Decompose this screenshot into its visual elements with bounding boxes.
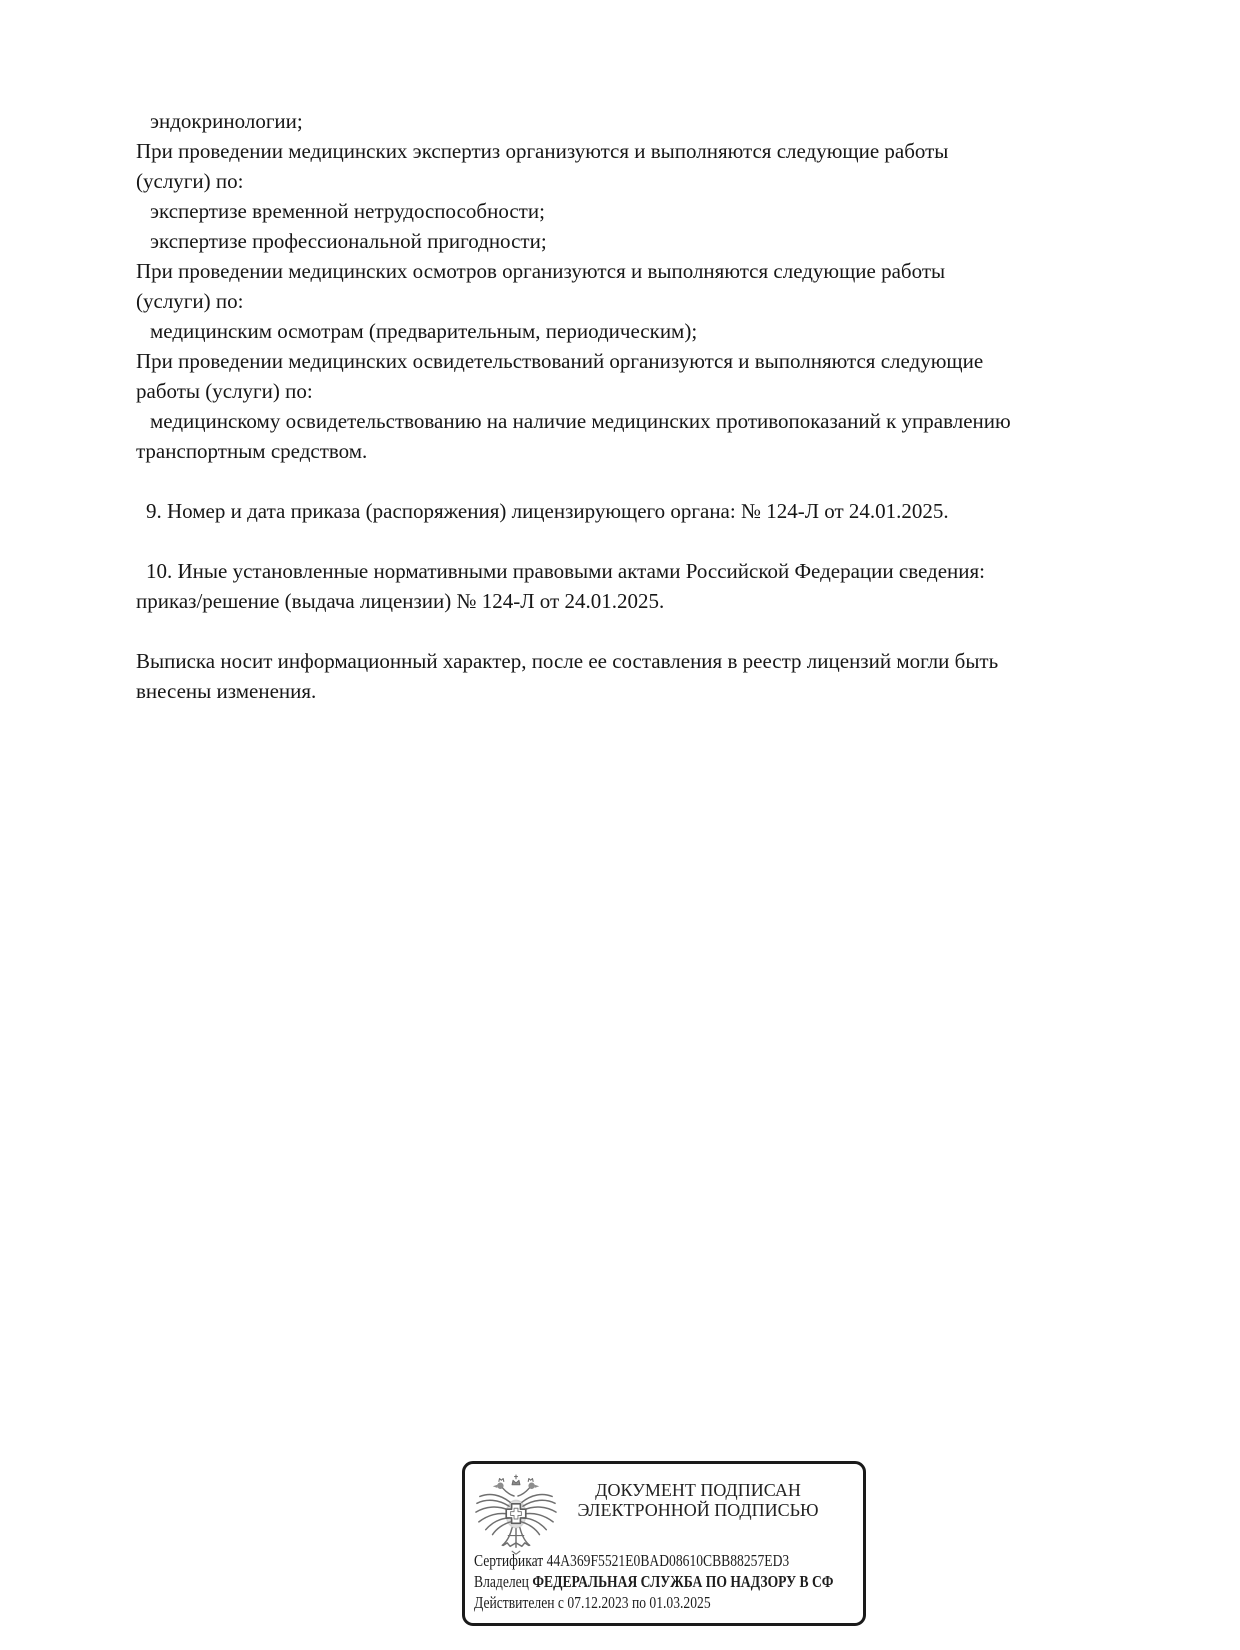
owner-row (474, 1571, 834, 1592)
validity-text: Действителен с 07.12.2023 по 01.03.2025 (474, 1593, 711, 1612)
document-text-line: (услуги) по: (136, 169, 244, 193)
certificate-label: Сертификат (474, 1551, 544, 1570)
document-text-line: (услуги) по: (136, 289, 244, 313)
document-text-line: экспертизе временной нетрудоспособности; (150, 199, 545, 223)
document-text-line: Выписка носит информационный характер, после ее составления в реестр лицензий могли быть (136, 649, 999, 673)
stamp-details (474, 1550, 834, 1613)
document-text-line: приказ/решение (выдача лицензии) № 124-Л от 24.01.2025. (136, 589, 665, 613)
document-text-line: работы (услуги) по: (136, 379, 313, 403)
document-text-line: При проведении медицинских освидетельствований организуются и выполняются следующие (136, 349, 984, 373)
owner-value: ФЕДЕРАЛЬНАЯ СЛУЖБА ПО НАДЗОРУ В СФ (532, 1572, 834, 1591)
document-text-line: эндокринологии; (150, 109, 303, 133)
document-text-line: экспертизе профессиональной пригодности; (150, 229, 547, 253)
document-text-line: внесены изменения. (136, 679, 317, 703)
validity-row (474, 1592, 834, 1613)
certificate-row (474, 1550, 834, 1571)
stamp-title-line1: ДОКУМЕНТ ПОДПИСАН (595, 1480, 801, 1500)
digital-signature-stamp (462, 1461, 866, 1626)
document-text-line: транспортным средством. (136, 439, 368, 463)
document-text-line: медицинским осмотрам (предварительным, периодическим); (150, 319, 698, 343)
document-text (136, 106, 1156, 706)
document-text-line: При проведении медицинских экспертиз организуются и выполняются следующие работы (136, 139, 949, 163)
document-text-line: 10. Иные установленные нормативными правовыми актами Российской Федерации сведения: (146, 559, 986, 583)
document-text-line: При проведении медицинских осмотров организуются и выполняются следующие работы (136, 259, 946, 283)
document-text-line: 9. Номер и дата приказа (распоряжения) лицензирующего органа: № 124-Л от 24.01.2025. (146, 499, 949, 523)
owner-label: Владелец (474, 1572, 529, 1591)
stamp-title-line2: ЭЛЕКТРОННОЙ ПОДПИСЬЮ (577, 1499, 819, 1520)
stamp-title (549, 1481, 847, 1520)
certificate-value: 44A369F5521E0BAD08610CBB88257ED3 (546, 1551, 790, 1570)
roszdravnadzor-eagle-icon (473, 1473, 559, 1561)
document-text-line: медицинскому освидетельствованию на наличие медицинских противопоказаний к управлению (150, 409, 1011, 433)
